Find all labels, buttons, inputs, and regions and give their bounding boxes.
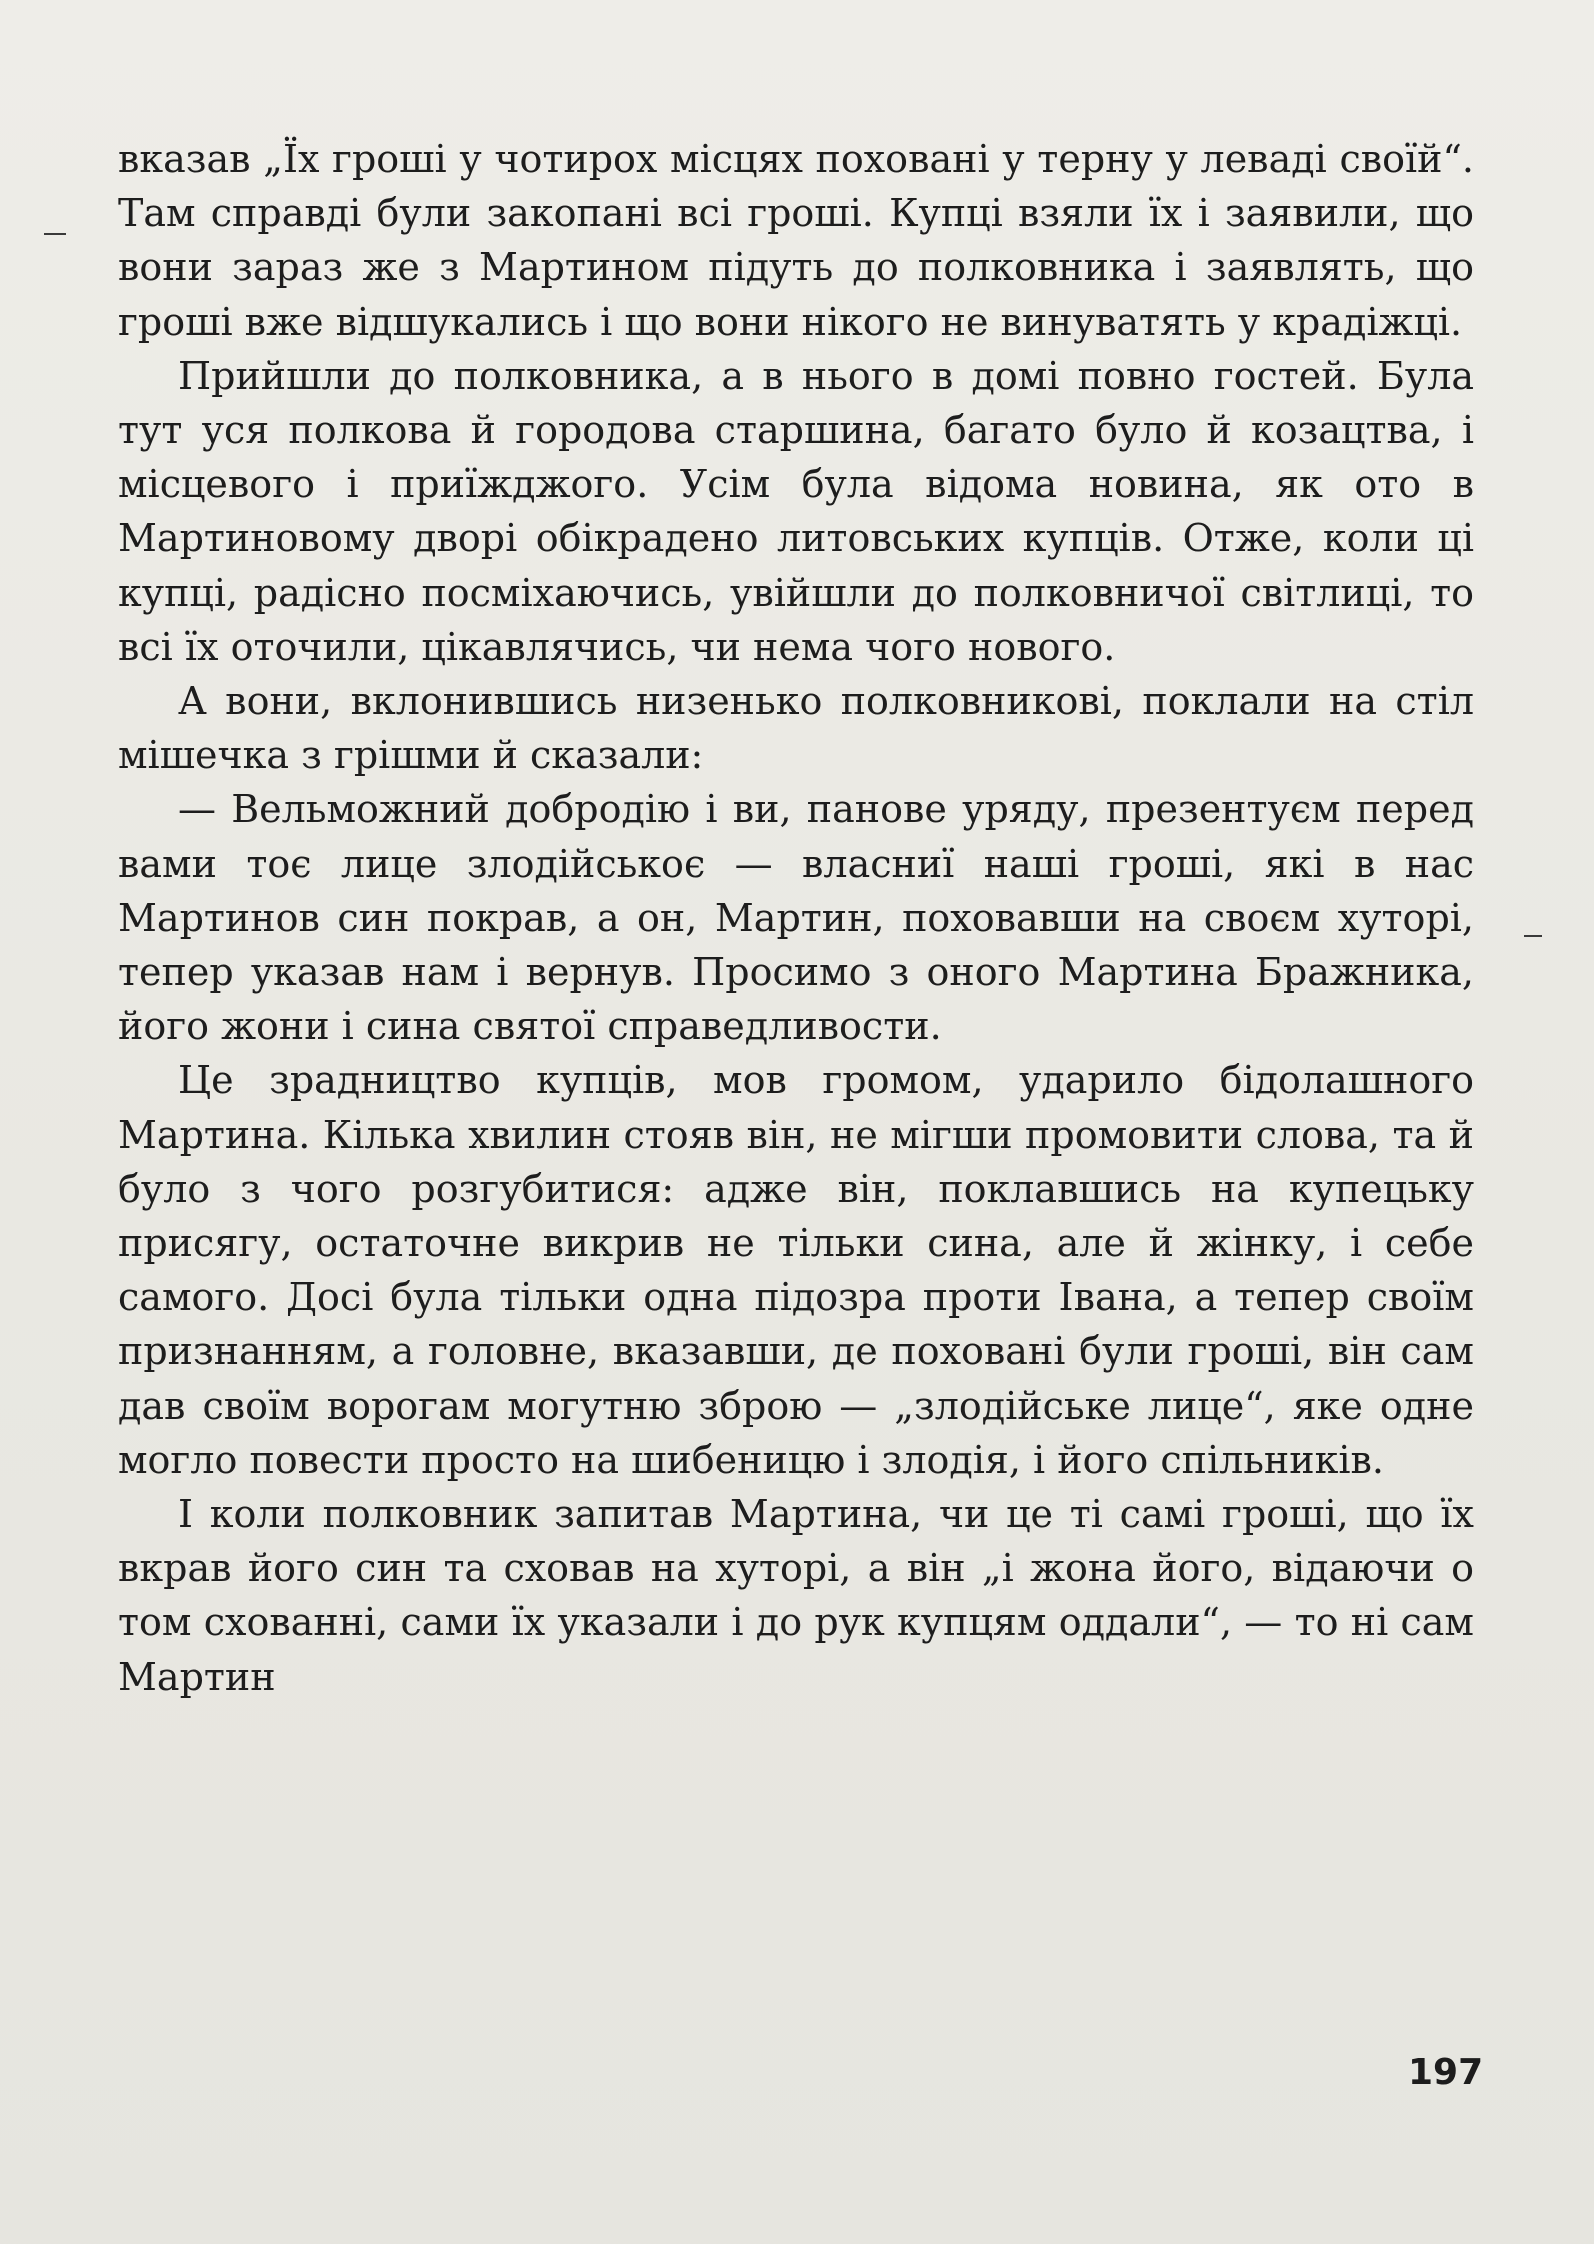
paragraph-4: — Вельможний добродію і ви, панове уряду, презентуєм перед вами тоє лице злодійськоє — власниї наші гроші, які в нас Мартинов син покрав, а он, Мартин, поховавши на своєм хуторі, тепер указав нам і вернув. Просимо з оного Мартина Бражника, його жони і сина святої справедливости. [118,787,1474,1049]
paragraph-1: вказав „Їх гроші у чотирох місцях поховані у терну у леваді своїй“. Там справді були закопані всі гроші. Купці взяли їх і заявили, що вони зараз же з Мартином підуть до полковника і заявлять, що гроші вже відшукались і що вони нікого не винуватять у крадіжці. [118,137,1474,344]
paragraph-5: Це зрадництво купців, мов громом, ударило бідолашного Мартина. Кілька хвилин стояв він, не мігши промовити слова, та й було з чого розгубитися: адже він, поклавшись на купецьку присягу, остаточне викрив не тільки сина, але й жінку, і себе самого. Досі була тільки одна підозра проти Івана, а тепер своїм признанням, а головне, вказавши, де поховані були гроші, він сам дав своїм ворогам могутню зброю — „злодійське лице“, яке одне могло повести просто на шибеницю і злодія, і його спільників. [118,1058,1474,1482]
paragraph-6: І коли полковник запитав Мартина, чи це ті самі гроші, що їх вкрав його син та сховав на хуторі, а він „і жона його, відаючи о том схованні, сами їх указали і до рук купцям оддали“, — то ні сам Мартин [118,1492,1474,1699]
paragraph-2: Прийшли до полковника, а в нього в домі повно гостей. Була тут уся полкова й городова старшина, багато було й козацтва, і місцевого і приїжджого. Усім була відома новина, як ото в Мартиновому дворі обікрадено литовських купців. Отже, коли ці купці, радісно посміхаючись, увійшли до полковничої світлиці, то всі їх оточили, цікавлячись, чи нема чого нового. [118,353,1474,669]
paragraph-3: А вони, вклонившись низенько полковникові, поклали на стіл мішечка з грішми й сказали: [118,679,1474,778]
page-number: 197 [1408,2052,1484,2093]
text-block [118,132,1474,1704]
margin-mark-left [44,233,66,235]
margin-mark-right [1524,935,1542,937]
